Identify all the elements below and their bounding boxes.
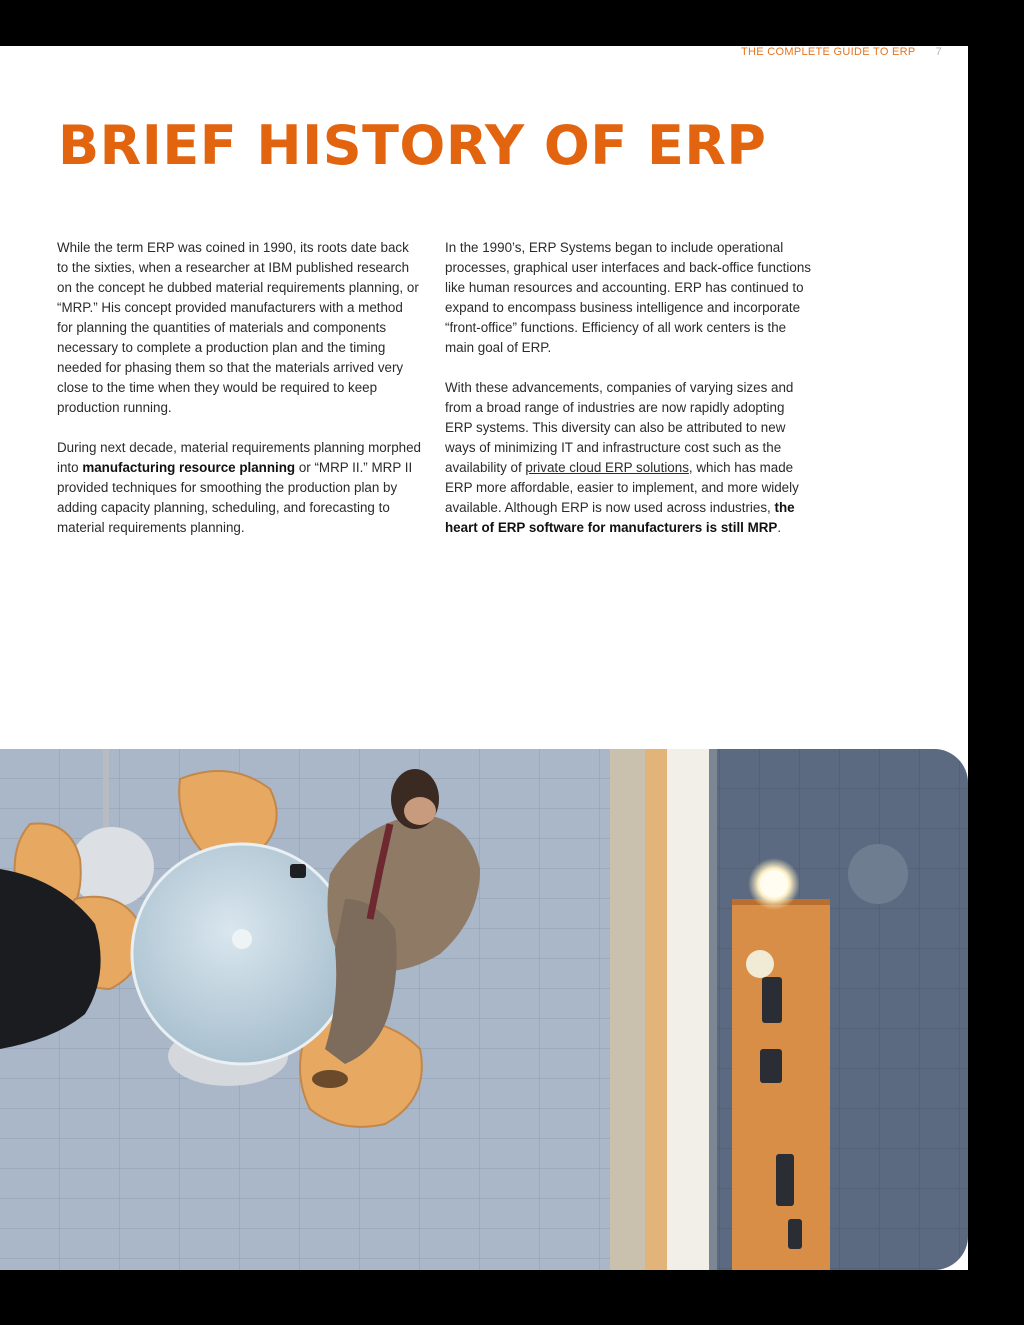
paragraph-text: , which has made ERP more affordable, easier to implement, and more widely available. Although ERP is now used across industries, [445,460,799,515]
paragraph-text: With these advancements, companies of varying sizes and from a broad range of industries are now rapidly adopting ERP systems. This diversity can also be attributed to new ways of minimizing IT and infrastructure cost such as the availability of [445,380,794,475]
lamp [848,844,908,904]
doc-title: THE COMPLETE GUIDE TO ERP [741,46,916,58]
private-cloud-link[interactable]: private cloud ERP solutions [525,460,689,475]
office-photo [0,749,968,1270]
wood-counter [732,899,830,1270]
page-title: BRIEF HISTORY OF ERP [58,114,767,177]
paragraph: While the term ERP was coined in 1990, its roots date back to the sixties, when a researcher at IBM published research on the concept he dubbed material requirements planning, or “MRP.” His concept provided manufacturers with a method for planning the quantities of materials and components necessary to complete a production plan and the timing needed for phasing them so that the materials arrived very close to the time when they would be required to keep production running. [57,240,419,415]
right-column [445,238,815,558]
bold-statement: the heart of ERP software for manufacturers is still MRP [445,500,795,535]
paragraph [57,438,422,538]
document-page [0,46,968,1270]
paragraph [445,378,815,538]
paragraph: In the 1990’s, ERP Systems began to include operational processes, graphical user interfaces and back-office functions like human resources and accounting. ERP has continued to expand to encompass business intelligence and incorporate “front-office” functions. Efficiency of all work centers is the main goal of ERP. [445,240,811,355]
left-column [57,238,422,558]
paragraph-text: During next decade, material requirements planning morphed into [57,440,421,475]
paragraph-text: . [777,520,782,535]
paragraph-text: or “MRP II.” MRP II provided techniques for smoothing the production plan by adding capacity planning, scheduling, and forecasting to material requirements planning. [57,460,413,535]
glass-table [132,844,352,1064]
bold-term: manufacturing resource planning [82,460,296,475]
running-header [741,46,942,58]
page-number: 7 [935,46,942,58]
